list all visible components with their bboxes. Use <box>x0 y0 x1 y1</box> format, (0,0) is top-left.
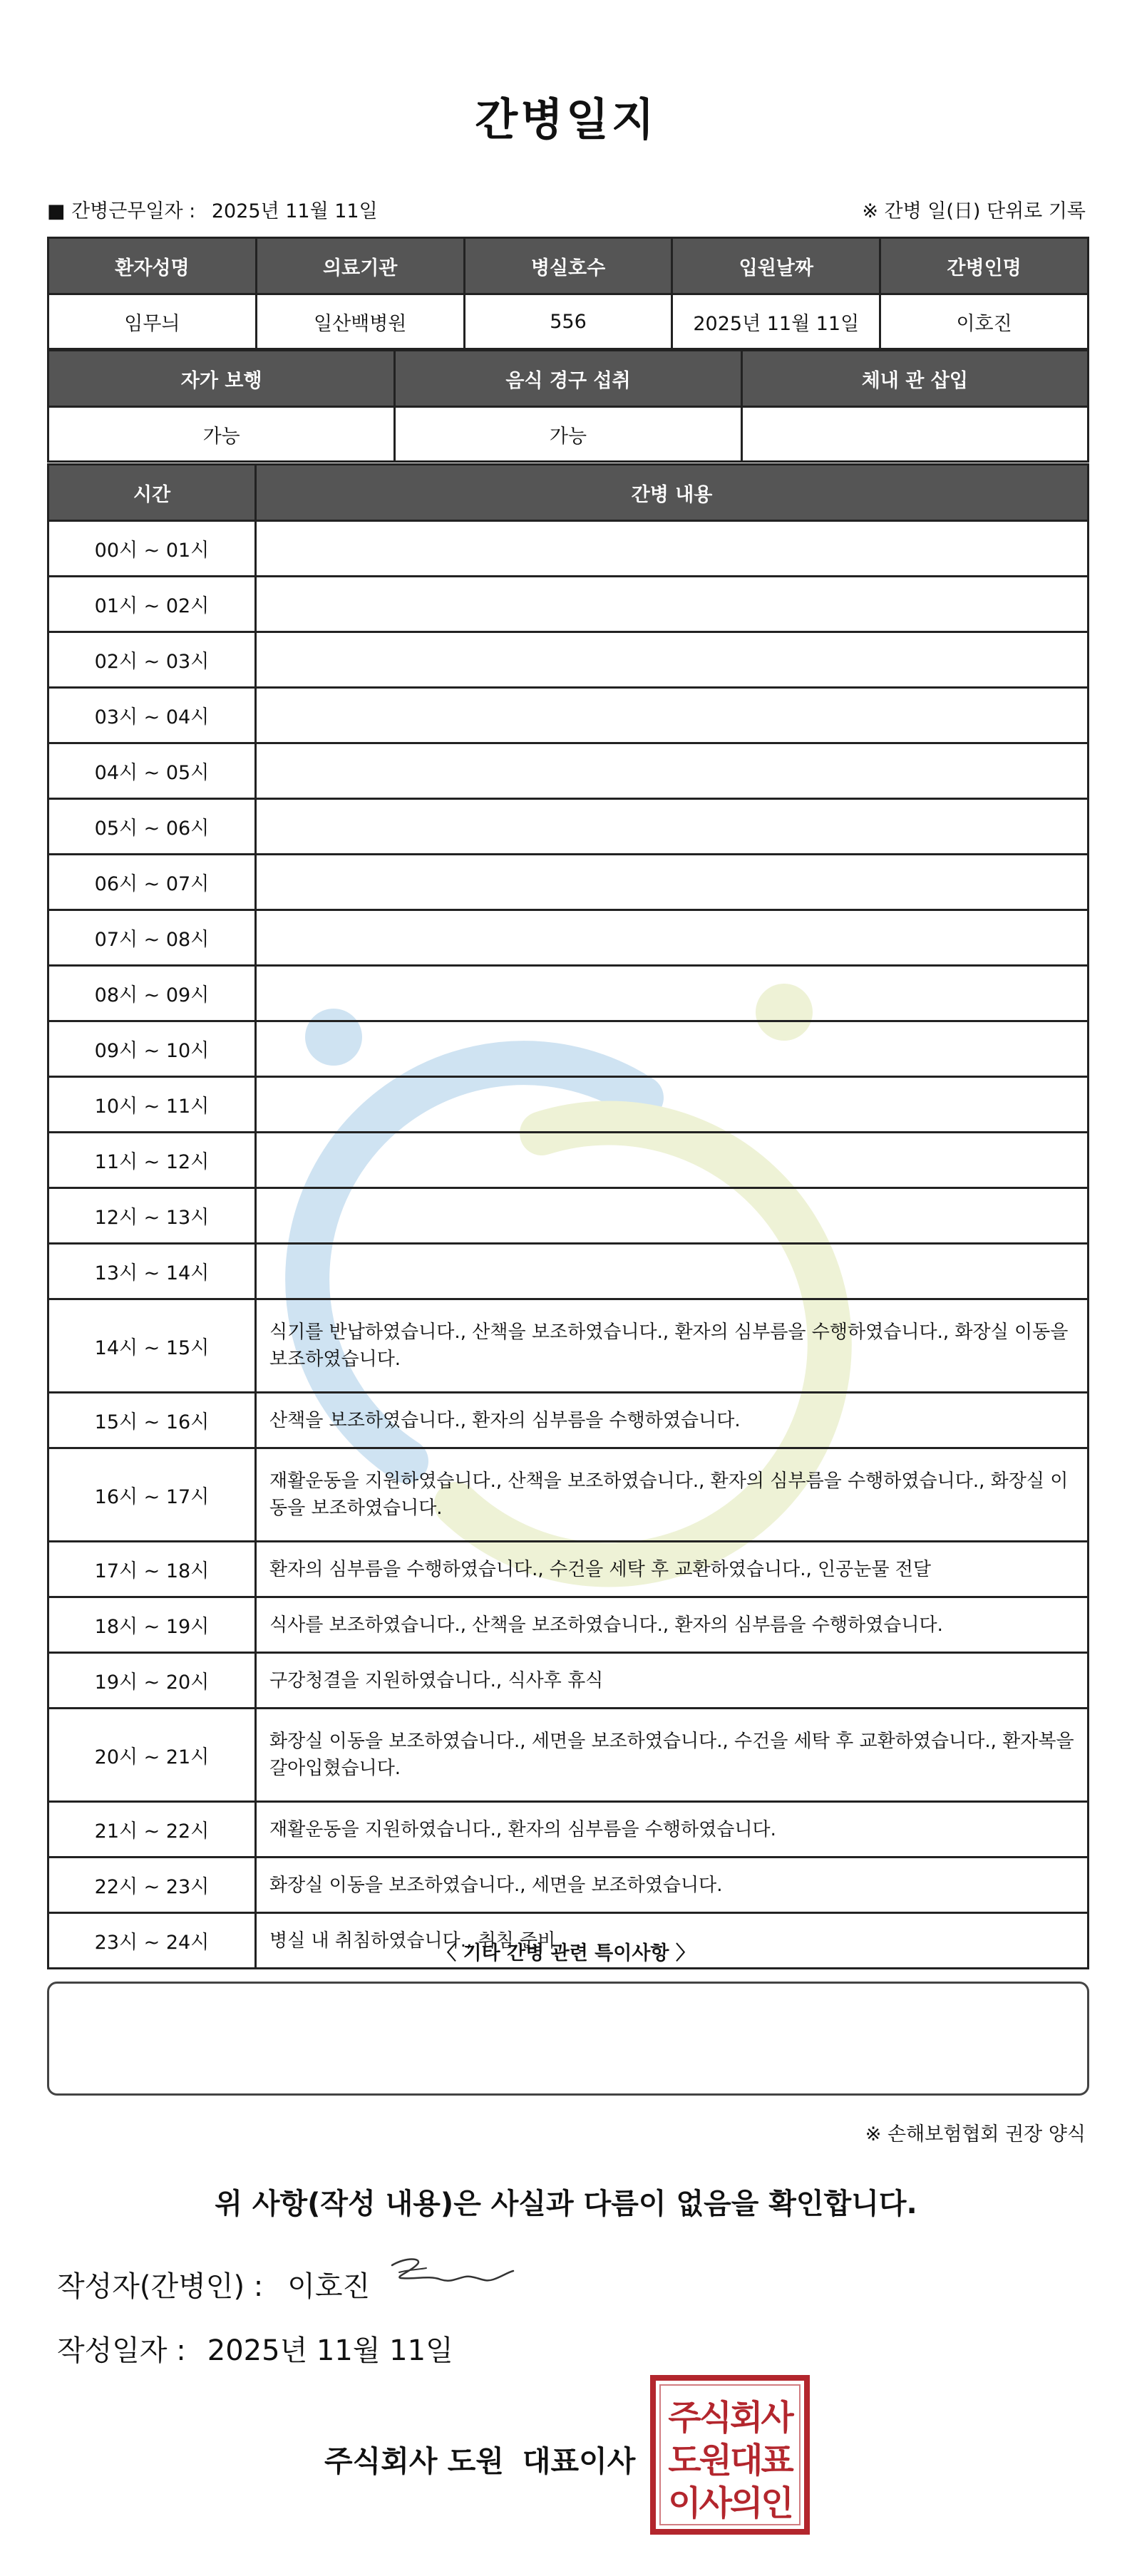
table-row <box>48 1858 1089 1913</box>
row-content: 산책을 보조하였습니다., 환자의 심부름을 수행하였습니다. <box>256 1393 1089 1448</box>
status-value-row <box>48 407 1089 462</box>
row-time: 16시 ~ 17시 <box>48 1448 256 1542</box>
row-content: 화장실 이동을 보조하였습니다., 세면을 보조하였습니다., 수건을 세탁 후 교환하였습니다., 환자복을 갈아입혔습니다. <box>256 1709 1089 1802</box>
company-name: 주식회사 도원 <box>324 2444 504 2478</box>
table-row <box>48 1653 1089 1709</box>
row-content <box>256 966 1089 1021</box>
table-row <box>48 632 1089 688</box>
row-time: 04시 ~ 05시 <box>48 743 256 799</box>
work-date-label: ■ 간병근무일자 : <box>47 200 196 222</box>
row-time: 08시 ~ 09시 <box>48 966 256 1021</box>
row-time: 22시 ~ 23시 <box>48 1858 256 1913</box>
row-content <box>256 910 1089 966</box>
patient-status-table <box>47 349 1089 463</box>
row-content <box>256 1077 1089 1133</box>
row-content: 구강청결을 지원하였습니다., 식사후 휴식 <box>256 1653 1089 1709</box>
row-content: 병실 내 취침하였습니다., 취침 준비 <box>256 1913 1089 1969</box>
table-row <box>48 1244 1089 1299</box>
header-time: 시간 <box>48 465 256 521</box>
written-date-line <box>57 2328 453 2369</box>
row-content <box>256 1188 1089 1244</box>
header-care-content: 간병 내용 <box>256 465 1089 521</box>
patient-name: 임무늬 <box>48 294 257 349</box>
recommendation-note: ※ 손해보험협회 권장 양식 <box>865 2123 1086 2145</box>
table-row <box>48 688 1089 743</box>
row-time: 10시 ~ 11시 <box>48 1077 256 1133</box>
table-row <box>48 799 1089 855</box>
header-self-walking: 자가 보행 <box>48 351 395 407</box>
table-row <box>48 1393 1089 1448</box>
table-row <box>48 1802 1089 1858</box>
row-time: 15시 ~ 16시 <box>48 1393 256 1448</box>
notes-title: 〈 기타 간병 관련 특이사항 〉 <box>437 1942 695 1964</box>
row-time: 03시 ~ 04시 <box>48 688 256 743</box>
company-title: 대표이사 <box>522 2444 636 2478</box>
header-tube-insertion: 체내 관 삽입 <box>741 351 1088 407</box>
row-content <box>256 1133 1089 1188</box>
written-date-label: 작성일자 : <box>57 2334 186 2367</box>
row-time: 09시 ~ 10시 <box>48 1021 256 1077</box>
self-walking-value: 가능 <box>48 407 395 462</box>
written-date-value: 2025년 11월 11일 <box>207 2334 453 2367</box>
header-room-number: 병실호수 <box>464 238 672 294</box>
writer-name: 이호진 <box>287 2270 371 2303</box>
header-oral-intake: 음식 경구 섭취 <box>395 351 741 407</box>
table-row <box>48 577 1089 632</box>
header-caregiver-name: 간병인명 <box>880 238 1089 294</box>
table-row <box>48 1077 1089 1133</box>
daily-record-note: ※ 간병 일(日) 단위로 기록 <box>862 200 1086 222</box>
work-date-value: 2025년 11월 11일 <box>211 200 378 222</box>
company-line <box>324 2438 635 2480</box>
room-number: 556 <box>464 294 672 349</box>
status-header-row <box>48 351 1089 407</box>
row-content: 재활운동을 지원하였습니다., 산책을 보조하였습니다., 환자의 심부름을 수행하였습니다., 화장실 이동을 보조하였습니다. <box>256 1448 1089 1542</box>
writer-label: 작성자(간병인) : <box>57 2270 264 2303</box>
table-row <box>48 966 1089 1021</box>
table-row <box>48 521 1089 577</box>
signature-image <box>385 2244 520 2301</box>
company-seal-stamp <box>649 2374 811 2536</box>
confirmation-statement: 위 사항(작성 내용)은 사실과 다름이 없음을 확인합니다. <box>215 2188 917 2220</box>
row-content: 환자의 심부름을 수행하였습니다., 수건을 세탁 후 교환하였습니다., 인공눈물 전달 <box>256 1542 1089 1597</box>
table-row <box>48 1448 1089 1542</box>
table-row <box>48 1133 1089 1188</box>
row-content: 식기를 반납하였습니다., 산책을 보조하였습니다., 환자의 심부름을 수행하였습니다., 화장실 이동을 보조하였습니다. <box>256 1299 1089 1393</box>
svg-text:이사의인: 이사의인 <box>668 2483 792 2523</box>
row-time: 17시 ~ 18시 <box>48 1542 256 1597</box>
row-content <box>256 1021 1089 1077</box>
row-time: 00시 ~ 01시 <box>48 521 256 577</box>
table-row <box>48 1188 1089 1244</box>
row-time: 12시 ~ 13시 <box>48 1188 256 1244</box>
row-content <box>256 743 1089 799</box>
row-time: 05시 ~ 06시 <box>48 799 256 855</box>
row-time: 11시 ~ 12시 <box>48 1133 256 1188</box>
table-row <box>48 910 1089 966</box>
oral-intake-value: 가능 <box>395 407 741 462</box>
table-row <box>48 1299 1089 1393</box>
patient-info-table <box>47 237 1089 350</box>
patient-value-row <box>48 294 1089 349</box>
header-patient-name: 환자성명 <box>48 238 257 294</box>
writer-line <box>57 2264 370 2304</box>
row-content <box>256 632 1089 688</box>
row-content: 화장실 이동을 보조하였습니다., 세면을 보조하였습니다. <box>256 1858 1089 1913</box>
caregiver-name: 이호진 <box>880 294 1089 349</box>
tube-insertion-value <box>741 407 1088 462</box>
row-time: 01시 ~ 02시 <box>48 577 256 632</box>
row-time: 23시 ~ 24시 <box>48 1913 256 1969</box>
row-content <box>256 577 1089 632</box>
row-time: 02시 ~ 03시 <box>48 632 256 688</box>
row-time: 06시 ~ 07시 <box>48 855 256 910</box>
row-content <box>256 688 1089 743</box>
admission-date: 2025년 11월 11일 <box>672 294 880 349</box>
care-log-table <box>47 463 1089 1969</box>
svg-text:주식회사: 주식회사 <box>668 2398 792 2438</box>
table-row <box>48 743 1089 799</box>
table-row <box>48 855 1089 910</box>
row-time: 13시 ~ 14시 <box>48 1244 256 1299</box>
header-hospital: 의료기관 <box>256 238 464 294</box>
row-content <box>256 1244 1089 1299</box>
row-time: 14시 ~ 15시 <box>48 1299 256 1393</box>
care-header-row <box>48 465 1089 521</box>
work-date-line <box>47 195 378 223</box>
row-content <box>256 799 1089 855</box>
hospital-name: 일산백병원 <box>256 294 464 349</box>
row-time: 21시 ~ 22시 <box>48 1802 256 1858</box>
row-time: 20시 ~ 21시 <box>48 1709 256 1802</box>
svg-text:도원대표: 도원대표 <box>668 2441 792 2480</box>
table-row <box>48 1709 1089 1802</box>
page-title: 간병일지 <box>475 93 657 145</box>
row-content <box>256 855 1089 910</box>
notes-box <box>47 1982 1089 2096</box>
row-content: 식사를 보조하였습니다., 산책을 보조하였습니다., 환자의 심부름을 수행하였습니다. <box>256 1597 1089 1653</box>
row-time: 19시 ~ 20시 <box>48 1653 256 1709</box>
table-row <box>48 1597 1089 1653</box>
row-time: 07시 ~ 08시 <box>48 910 256 966</box>
row-content <box>256 521 1089 577</box>
header-admission-date: 입원날짜 <box>672 238 880 294</box>
table-row <box>48 1021 1089 1077</box>
patient-header-row <box>48 238 1089 294</box>
table-row <box>48 1542 1089 1597</box>
row-content: 재활운동을 지원하였습니다., 환자의 심부름을 수행하였습니다. <box>256 1802 1089 1858</box>
row-time: 18시 ~ 19시 <box>48 1597 256 1653</box>
